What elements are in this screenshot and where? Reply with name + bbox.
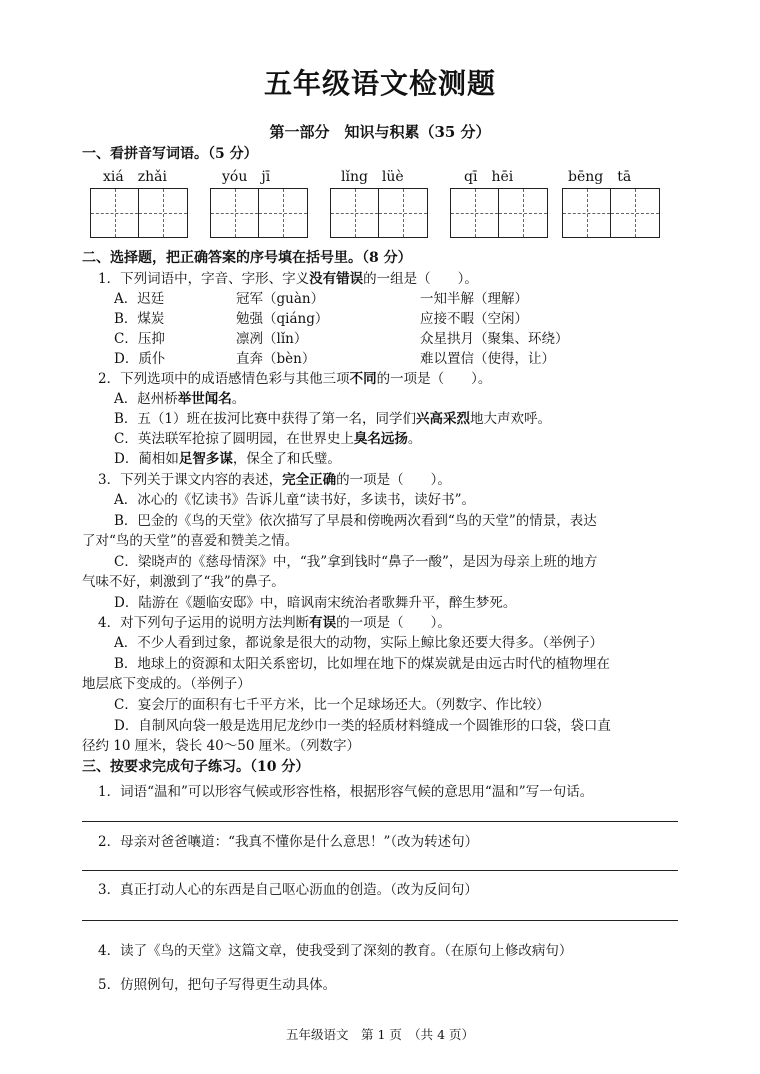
part-title: 第一部分 知识与积累（35 分） [269,123,491,141]
q1-option-b-word: 勉强（qiáng） [236,311,329,327]
pinyin-3: lǐng lüè [341,169,404,185]
q1-option-b: B．煤炭 [114,311,165,327]
pinyin-1: xiá zhǎi [103,169,167,185]
q4-option-a: A．不少人看到过象，都说象是很大的动物，实际上鲸比象还要大得多。（举例子） [114,635,603,651]
s3-q3: 3．真正打动人心的东西是自己呕心沥血的创造。（改为反问句） [98,882,478,898]
q1-option-c: C．压抑 [114,331,165,347]
q4-option-d-line1: D．自制风向袋一般是选用尼龙纱巾一类的轻质材料缝成一个圆锥形的口袋，袋口直 [114,718,611,734]
writing-grid-3[interactable] [330,188,428,238]
q4-option-c: C．宴会厅的面积有七千平方米，比一个足球场还大。（列数字、作比较） [114,697,550,713]
q1-option-c-idiom: 众星拱月（聚集、环绕） [420,331,569,347]
q3-stem: 3．下列关于课文内容的表述，完全正确的一项是（ ）。 [98,472,451,488]
writing-grid-5[interactable] [562,188,660,238]
s3-q4: 4．读了《鸟的天堂》这篇文章，使我受到了深刻的教育。（在原句上修改病句） [98,943,573,959]
q1-stem: 1．下列词语中，字音、字形、字义没有错误的一组是（ ）。 [98,271,478,287]
s3-q5: 5．仿照例句，把句子写得更生动具体。 [98,977,337,993]
section3-heading: 三、按要求完成句子练习。（10 分） [82,759,310,775]
s3-q2: 2．母亲对爸爸嚷道：“我真不懂你是什么意思！”（改为转述句） [98,834,479,850]
q2-option-a: A．赵州桥举世闻名。 [114,391,246,407]
q3-option-d: D．陆游在《题临安邸》中，暗讽南宋统治者歌舞升平，醉生梦死。 [114,595,517,611]
s3-q1: 1．词语“温和”可以形容气候或形容性格，根据形容气候的意思用“温和”写一句话。 [98,784,594,800]
pinyin-5: bēng tā [568,169,632,185]
pinyin-4: qī hēi [464,169,514,185]
q3-option-c-line2: 气味不好，刺激到了“我”的鼻子。 [82,574,285,590]
q1-option-d-word: 直奔（bèn） [236,351,316,367]
writing-grid-4[interactable] [450,188,548,238]
q2-option-b: B．五（1）班在拔河比赛中获得了第一名，同学们兴高采烈地大声欢呼。 [114,411,552,427]
pinyin-2: yóu jī [222,169,271,185]
q1-option-c-word: 凛冽（lǐn） [236,331,308,347]
q1-option-a-idiom: 一知半解（理解） [420,291,528,307]
q2-option-c: C．英法联军抢掠了圆明园，在世界史上臭名远扬。 [114,431,422,447]
q4-stem: 4．对下列句子运用的说明方法判断有误的一项是（ ）。 [98,615,451,631]
q3-option-b-line1: B．巴金的《鸟的天堂》依次描写了早晨和傍晚两次看到“鸟的天堂”的情景，表达 [114,513,597,529]
q1-option-d-idiom: 难以置信（使得，让） [420,351,555,367]
section1-heading: 一、看拼音写词语。（5 分） [82,146,258,162]
q1-option-d: D．质仆 [114,351,166,367]
page-footer: 五年级语文 第 1 页 （共 4 页） [285,1027,475,1042]
q2-stem: 2．下列选项中的成语感情色彩与其他三项不同的一项是（ ）。 [98,371,492,387]
answer-line-1[interactable] [82,821,678,822]
q4-option-b-line1: B．地球上的资源和太阳关系密切，比如埋在地下的煤炭就是由远古时代的植物埋在 [114,656,610,672]
q3-option-a: A．冰心的《忆读书》告诉儿童“读书好，多读书，读好书”。 [114,492,476,508]
q2-option-d: D．蔺相如足智多谋，保全了和氏璧。 [114,451,341,467]
answer-line-3[interactable] [82,920,678,921]
q1-option-b-idiom: 应接不暇（空闲） [420,311,528,327]
q4-option-b-line2: 地层底下变成的。（举例子） [82,676,251,692]
page-title: 五年级语文检测题 [263,67,496,100]
q3-option-c-line1: C．梁晓声的《慈母情深》中，“我”拿到钱时“鼻子一酸”，是因为母亲上班的地方 [114,554,598,570]
q4-option-d-line2: 径约 10 厘米，袋长 40～50 厘米。（列数字） [82,738,360,754]
q1-option-a: A．迟廷 [114,291,165,307]
answer-line-2[interactable] [82,870,678,871]
writing-grid-2[interactable] [210,188,308,238]
writing-grid-1[interactable] [90,188,188,238]
q1-option-a-word: 冠军（guàn） [236,291,325,307]
section2-heading: 二、选择题，把正确答案的序号填在括号里。（8 分） [82,250,412,266]
q3-option-b-line2: 了对“鸟的天堂”的喜爱和赞美之情。 [82,533,299,549]
